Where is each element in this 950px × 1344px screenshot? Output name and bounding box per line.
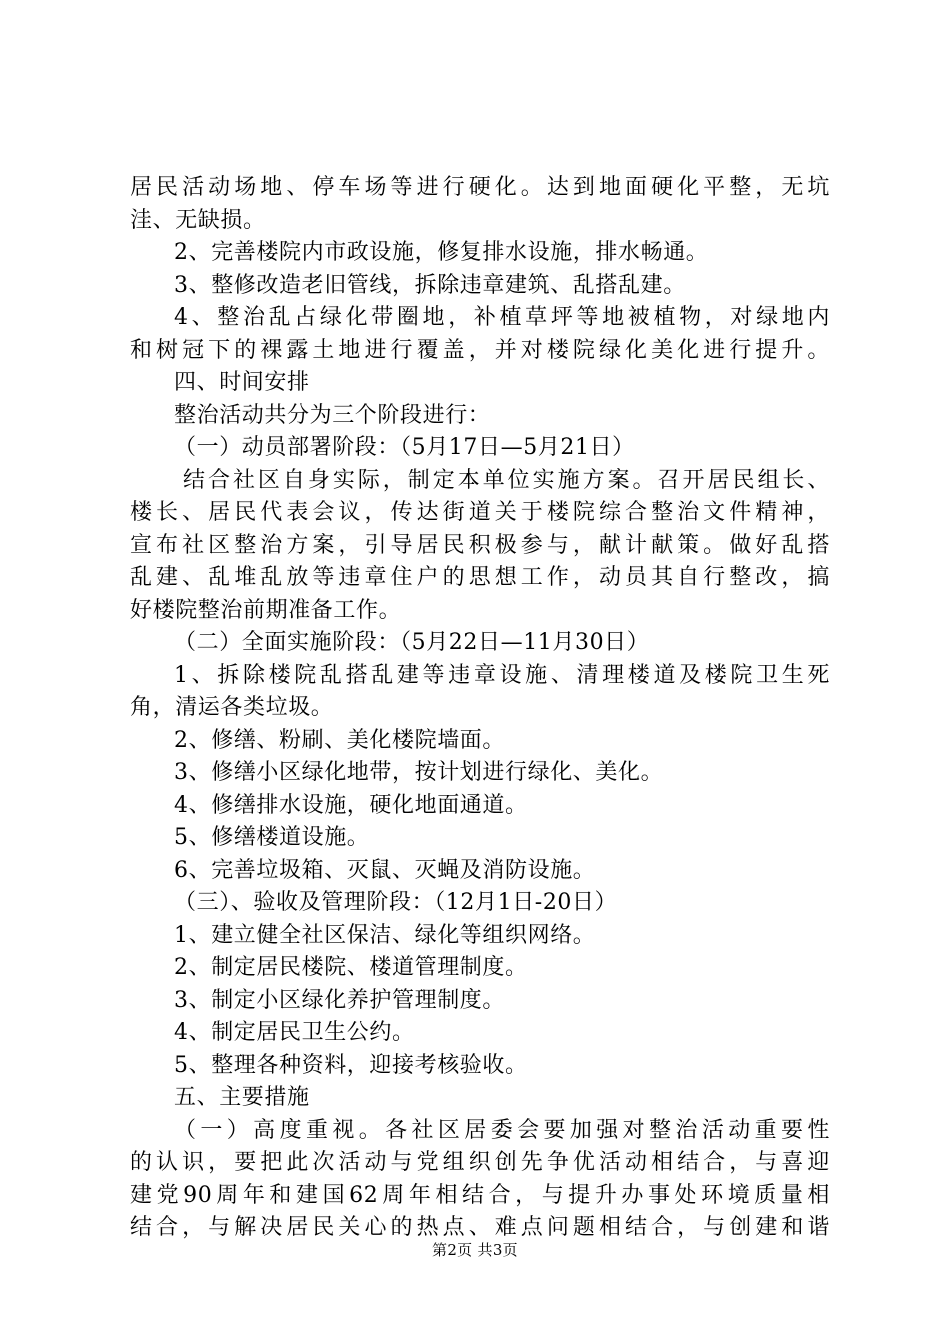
text-line: 6、完善垃圾箱、灭鼠、灭蝇及消防设施。 xyxy=(174,857,596,883)
text-line: 2、完善楼院内市政设施，修复排水设施，排水畅通。 xyxy=(174,240,709,265)
section-heading: 四、时间安排 xyxy=(174,370,310,395)
document-body xyxy=(130,172,830,1245)
text-line: 4、整治乱占绿化带圈地，补植草坪等地被植物，对绿地内 xyxy=(174,305,830,330)
text-line: 洼、无缺损。 xyxy=(130,207,266,233)
text-line: 结合，与解决居民关心的热点、难点问题相结合，与创建和谐 xyxy=(130,1215,830,1240)
text-line: 居民活动场地、停车场等进行硬化。达到地面硬化平整，无坑 xyxy=(130,175,830,200)
text-line: 1、建立健全社区保洁、绿化等组织网络。 xyxy=(174,922,596,948)
text-line: 3、修缮小区绿化地带，按计划进行绿化、美化。 xyxy=(174,760,664,785)
section-heading: 五、主要措施 xyxy=(174,1085,310,1110)
text-line: 1、拆除楼院乱搭乱建等违章设施、清理楼道及楼院卫生死 xyxy=(174,662,830,688)
text-line: 3、整修改造老旧管线，拆除违章建筑、乱搭乱建。 xyxy=(174,272,686,298)
text-line: 角，清运各类垃圾。 xyxy=(130,695,334,720)
text-line: 4、修缮排水设施，硬化地面通道。 xyxy=(174,792,528,818)
text-line: 整治活动共分为三个阶段进行： xyxy=(174,402,491,428)
text-line: 乱建、乱堆乱放等违章住户的思想工作，动员其自行整改，搞 xyxy=(130,565,830,590)
page-number-footer: 第2页 共3页 xyxy=(432,1241,518,1259)
text-line: 的认识，要把此次活动与党组织创先争优活动相结合，与喜迎 xyxy=(130,1150,830,1175)
text-line: 好楼院整治前期准备工作。 xyxy=(130,597,402,623)
text-line: 5、修缮楼道设施。 xyxy=(174,825,370,850)
subsection-heading: （二）全面实施阶段：（5月22日—11月30日） xyxy=(174,630,650,655)
text-line: 建党90周年和建国62周年相结合，与提升办事处环境质量相 xyxy=(130,1182,830,1208)
text-line: 和树冠下的裸露土地进行覆盖，并对楼院绿化美化进行提升。 xyxy=(130,337,830,363)
text-line: 宣布社区整治方案，引导居民积极参与，献计献策。做好乱搭 xyxy=(130,532,830,558)
text-line: （一）高度重视。各社区居委会要加强对整治活动重要性 xyxy=(174,1117,830,1143)
text-line: 3、制定小区绿化养护管理制度。 xyxy=(174,987,505,1013)
text-line: 2、制定居民楼院、楼道管理制度。 xyxy=(174,955,528,980)
text-line: 2、修缮、粉刷、美化楼院墙面。 xyxy=(174,727,505,753)
text-line: 楼长、居民代表会议，传达街道关于楼院综合整治文件精神， xyxy=(130,500,830,525)
text-line: 结合社区自身实际，制定本单位实施方案。召开居民组长、 xyxy=(183,467,830,493)
subsection-heading: （一）动员部署阶段：（5月17日—5月21日） xyxy=(174,435,635,460)
subsection-heading: （三）、验收及管理阶段：（12月1日-20日） xyxy=(174,890,618,915)
text-line: 4、制定居民卫生公约。 xyxy=(174,1020,415,1045)
text-line: 5、整理各种资料，迎接考核验收。 xyxy=(174,1052,528,1078)
